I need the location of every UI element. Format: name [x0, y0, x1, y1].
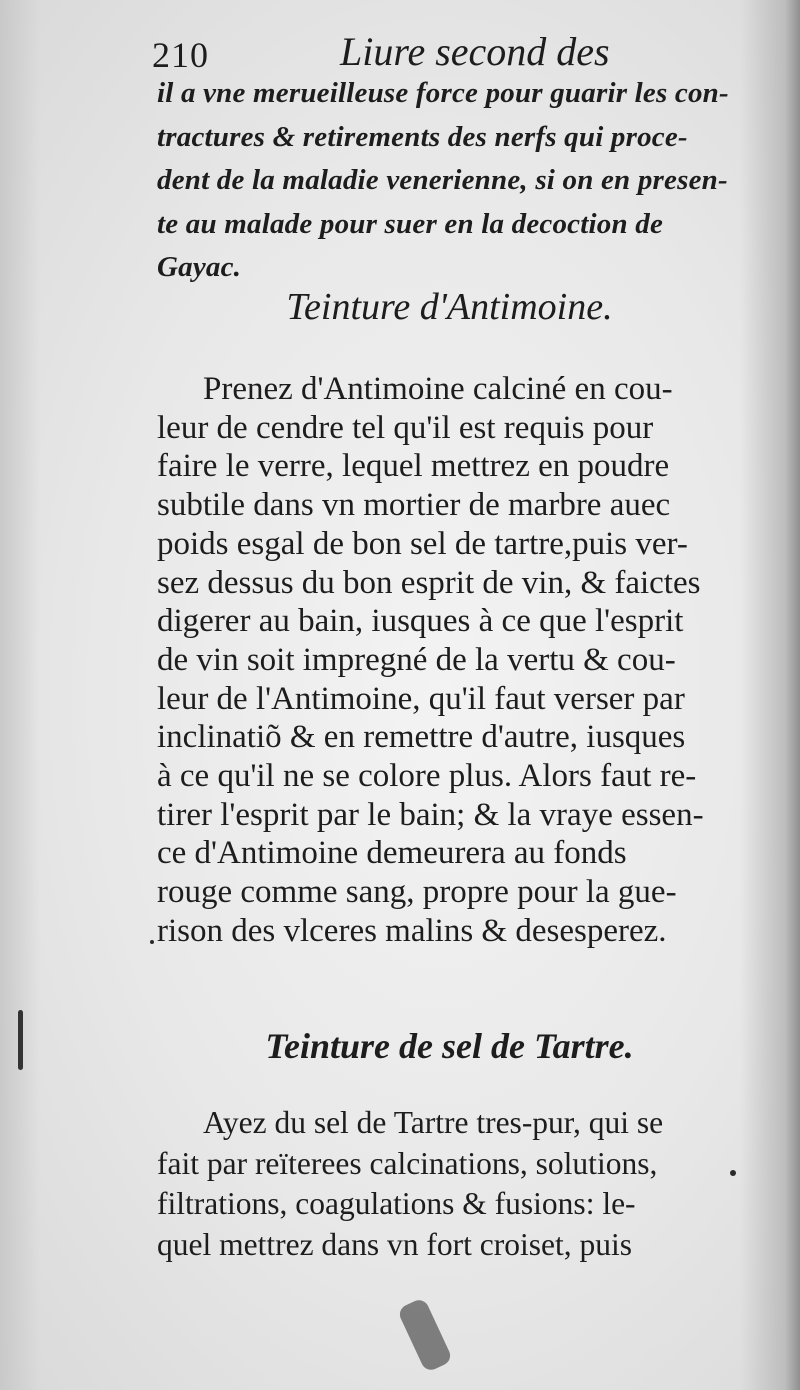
- paragraph-tartre: [157, 1103, 742, 1265]
- text-line: poids esgal de bon sel de tartre,puis ver-: [157, 525, 688, 562]
- intro-paragraph: [157, 72, 742, 290]
- text-line: fait par reïterees calcinations, solutions,: [157, 1145, 658, 1181]
- text-line: faire le verre, lequel mettrez en poudre: [157, 448, 670, 485]
- text-line: leur de l'Antimoine, qu'il faut verser par: [157, 680, 685, 717]
- text-line: Ayez du sel de Tartre tres-pur, qui se: [203, 1105, 664, 1140]
- text-line: tirer l'esprit par le bain; & la vraye essen-: [157, 796, 704, 833]
- running-header: [152, 28, 742, 78]
- text-line: sez dessus du bon esprit de vin, & faictes: [157, 564, 701, 601]
- ink-speck: [150, 940, 154, 944]
- running-title: Liure second des: [340, 29, 610, 74]
- page-number: 210: [152, 35, 209, 75]
- text-line: de vin soit impregné de la vertu & cou-: [157, 641, 676, 678]
- text-line: leur de cendre tel qu'il est requis pour: [157, 409, 654, 446]
- text-line: dent de la maladie venerienne, si on en presen-: [157, 164, 728, 196]
- text-line: rouge comme sang, propre pour la gue-: [157, 874, 677, 911]
- page-left-edge: [0, 0, 40, 1390]
- text-line: rison des vlceres malins & desesperez.: [157, 912, 667, 949]
- text-line: à ce qu'il ne se colore plus. Alors faut re-: [157, 758, 697, 795]
- section-heading-tartre: Teinture de sel de Tartre.: [265, 1026, 634, 1066]
- ink-mark: [18, 1010, 23, 1070]
- text-line: il a vne merueilleuse force pour guarir les con-: [157, 77, 729, 109]
- page-right-edge-shadow: [740, 0, 800, 1390]
- text-line: inclinatiõ & en remettre d'autre, iusques: [157, 719, 686, 756]
- section-heading-antimoine: Teinture d'Antimoine.: [286, 286, 613, 328]
- text-line: quel mettrez dans vn fort croiset, puis: [157, 1226, 632, 1262]
- text-line: subtile dans vn mortier de marbre auec: [157, 487, 671, 524]
- text-line: filtrations, coagulations & fusions: le-: [157, 1186, 636, 1221]
- text-line: ce d'Antimoine demeurera au fonds: [157, 835, 627, 872]
- paragraph-antimoine: [157, 370, 742, 951]
- text-line: tractures & retirements des nerfs qui proce-: [157, 120, 688, 153]
- text-line: te au malade pour suer en la decoction de: [157, 207, 664, 240]
- text-line: Prenez d'Antimoine calciné en cou-: [203, 371, 673, 407]
- text-line: digerer au bain, iusques à ce que l'esprit: [157, 603, 684, 640]
- text-line: Gayac.: [157, 251, 242, 283]
